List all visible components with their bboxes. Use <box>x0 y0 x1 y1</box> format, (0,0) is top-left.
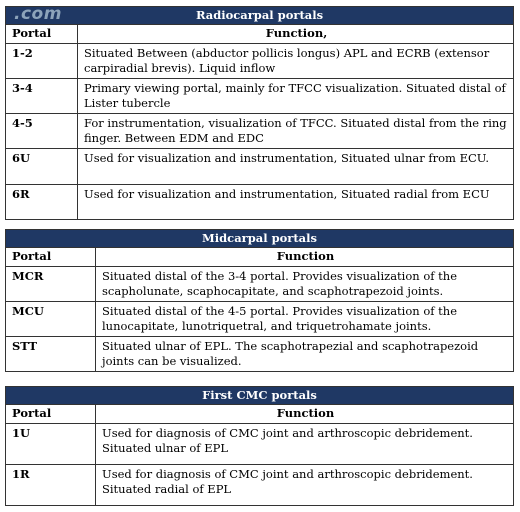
function-cell: Used for visualization and instrumentation, Situated radial from ECU <box>84 186 490 201</box>
midcarpal-column-header <box>6 248 513 267</box>
table-row <box>6 44 513 79</box>
portal-cell: MCR <box>6 267 96 301</box>
portal-column-header: Portal <box>6 405 96 423</box>
portal-cell: 6R <box>6 185 78 219</box>
first-cmc-title: First CMC portals <box>6 387 513 405</box>
function-cell: Situated Between (abductor pollicis longus) APL and ECRB (extensor carpiradial brevis). Liquid inflow <box>84 45 490 75</box>
table-row <box>6 337 513 371</box>
portal-cell: 1R <box>6 465 96 505</box>
function-column-header: Function <box>276 406 335 420</box>
radiocarpal-column-header <box>6 25 513 44</box>
portal-column-header: Portal <box>6 248 96 266</box>
first-cmc-table <box>5 386 514 506</box>
function-cell: Situated distal of the 3-4 portal. Provides visualization of the scapholunate, scaphocapitate, and scaphotrapezoid joints. <box>102 268 458 298</box>
first-cmc-column-header <box>6 405 513 424</box>
table-row <box>6 302 513 337</box>
table-row <box>6 465 513 505</box>
portal-cell: 6U <box>6 149 78 184</box>
function-cell: Used for diagnosis of CMC joint and arthroscopic debridement. Situated radial of EPL <box>102 466 473 496</box>
table-row <box>6 114 513 149</box>
portal-column-header: Portal <box>6 25 78 43</box>
watermark: .com <box>14 4 62 24</box>
portal-cell: 3-4 <box>6 79 78 113</box>
portal-cell: 1U <box>6 424 96 464</box>
portal-cell: MCU <box>6 302 96 336</box>
table-row <box>6 424 513 465</box>
radiocarpal-title: Radiocarpal portals <box>6 7 513 25</box>
midcarpal-table <box>5 229 514 372</box>
portal-cell: 1-2 <box>6 44 78 78</box>
function-cell: Used for diagnosis of CMC joint and arthroscopic debridement. Situated ulnar of EPL <box>102 425 473 455</box>
function-column-header: Function <box>276 249 335 263</box>
portal-cell: STT <box>6 337 96 371</box>
function-cell: Situated ulnar of EPL. The scaphotrapezial and scaphotrapezoid joints can be visualized. <box>102 338 479 368</box>
function-column-header: Function, <box>265 26 328 40</box>
table-row <box>6 79 513 114</box>
radiocarpal-table <box>5 6 514 220</box>
table-row <box>6 149 513 185</box>
function-cell: Used for visualization and instrumentation, Situated ulnar from ECU. <box>84 150 490 165</box>
midcarpal-title: Midcarpal portals <box>6 230 513 248</box>
table-row <box>6 267 513 302</box>
portal-cell: 4-5 <box>6 114 78 148</box>
function-cell: For instrumentation, visualization of TFCC. Situated distal from the ring finger. Between EDM and EDC <box>84 115 507 145</box>
function-cell: Primary viewing portal, mainly for TFCC visualization. Situated distal of Lister tubercle <box>84 80 506 110</box>
function-cell: Situated distal of the 4-5 portal. Provides visualization of the lunocapitate, lunotriquetral, and triquetrohamate joints. <box>102 303 458 333</box>
table-row <box>6 185 513 219</box>
